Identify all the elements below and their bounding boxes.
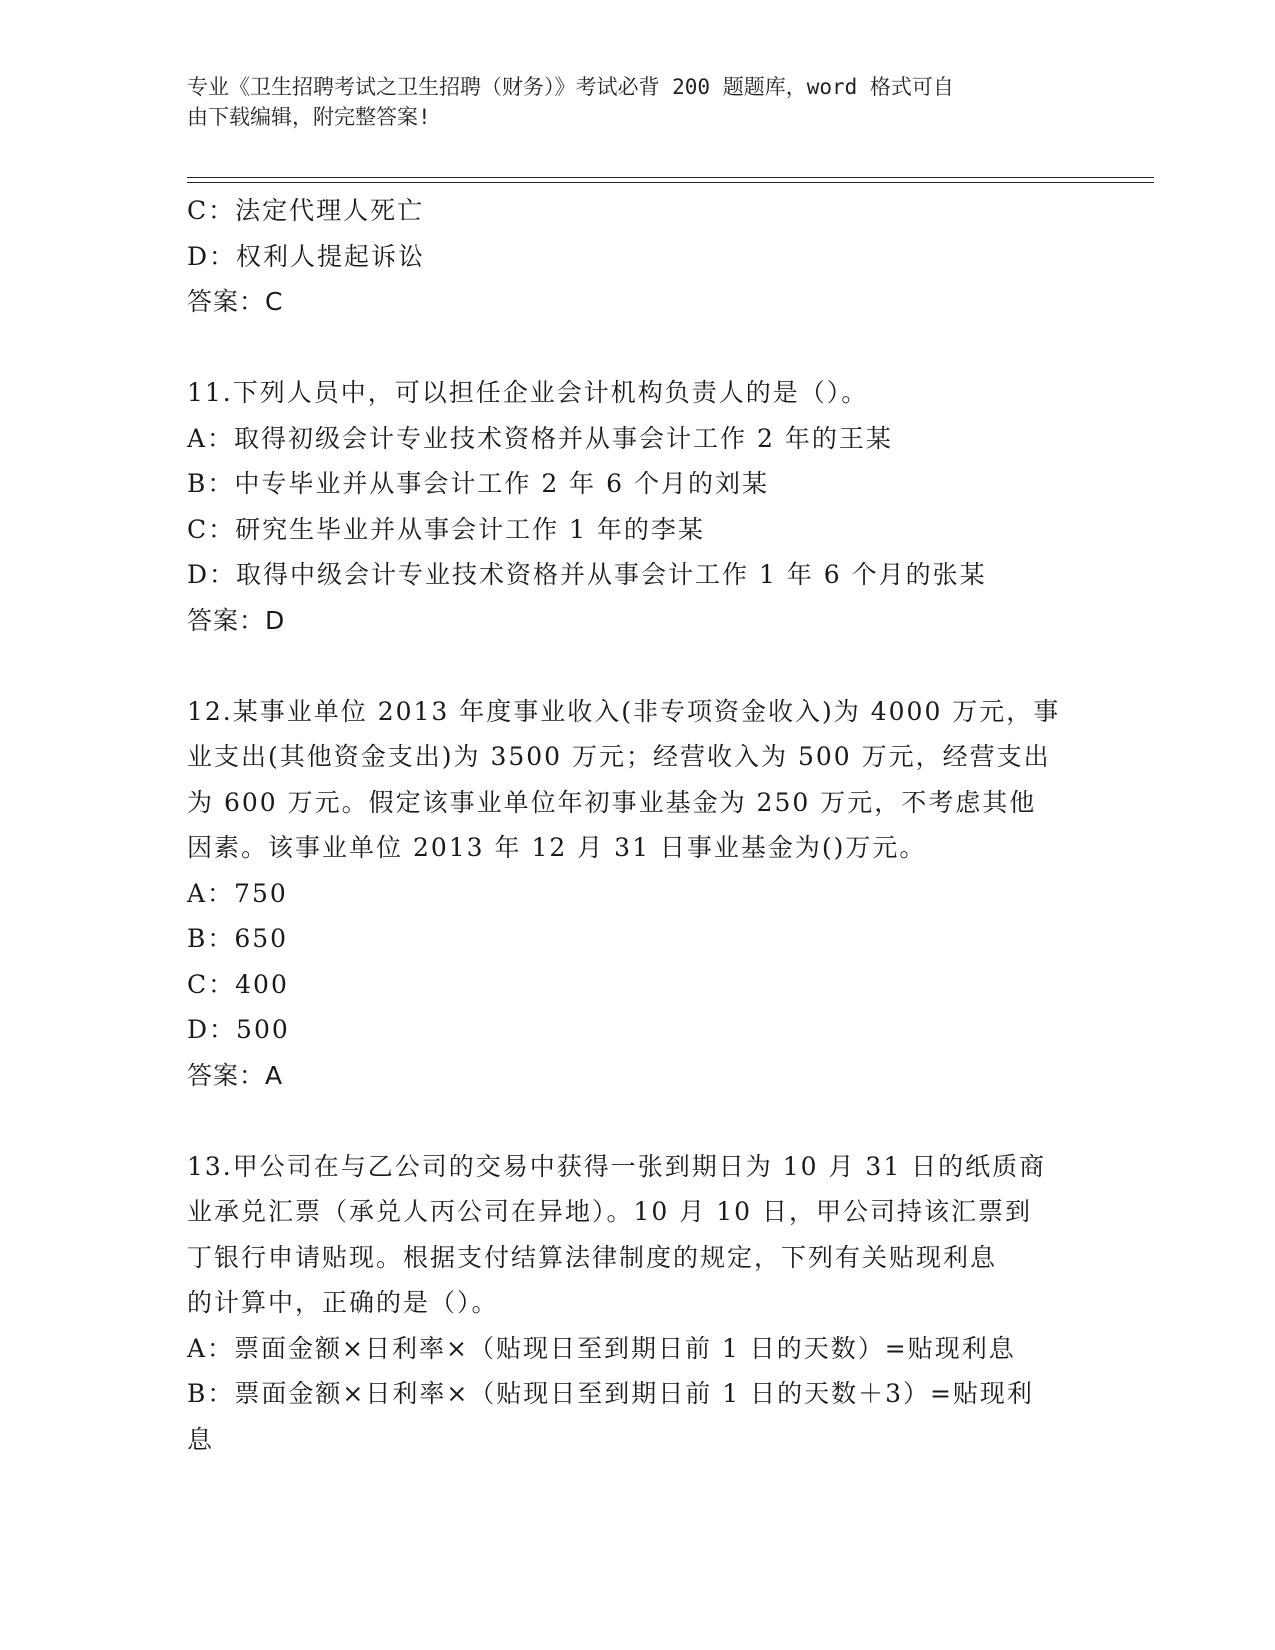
q12-option-d: D：500 [187, 1015, 290, 1044]
q12-answer: 答案：A [187, 1060, 284, 1090]
spacer [187, 1098, 1087, 1144]
q13-stem-line-2: 业承兑汇票（承兑人丙公司在异地）。10 月 10 日，甲公司持该汇票到 [187, 1197, 1032, 1226]
q12-stem-line-2: 业支出(其他资金支出)为 3500 万元；经营收入为 500 万元，经营支出 [187, 742, 1051, 771]
q11-option-a: A：取得初级会计专业技术资格并从事会计工作 2 年的王某 [187, 423, 893, 453]
carryover-option-c: C：法定代理人死亡 [187, 196, 425, 225]
header-rule-bottom [187, 182, 1154, 183]
q12-option-a: A：750 [187, 878, 288, 908]
q12-stem-line-1: 12.某事业单位 2013 年度事业收入(非专项资金收入)为 4000 万元，事 [187, 696, 1061, 726]
spacer [187, 325, 1087, 371]
q12-stem-line-4: 因素。该事业单位 2013 年 12 月 31 日事业基金为()万元。 [187, 833, 927, 862]
q13-option-b-line-2: 息 [187, 1424, 215, 1454]
spacer [187, 643, 1087, 689]
carryover-answer: 答案：C [187, 287, 284, 316]
q11-option-d: D：取得中级会计专业技术资格并从事会计工作 1 年 6 个月的张某 [187, 560, 987, 589]
q13-option-b-line-1: B：票面金额×日利率×（贴现日至到期日前 1 日的天数＋3）=贴现利 [187, 1379, 1034, 1408]
q13-stem-line-4: 的计算中，正确的是（）。 [187, 1288, 499, 1317]
q11-stem: 11.下列人员中，可以担任企业会计机构负责人的是（）。 [187, 378, 869, 407]
q12-option-b: B：650 [187, 924, 289, 953]
header-rule-top [187, 177, 1154, 178]
header-line-2: 由下载编辑，附完整答案! [187, 105, 431, 129]
q12-stem-line-3: 为 600 万元。假定该事业单位年初事业基金为 250 万元，不考虑其他 [187, 787, 1037, 817]
q11-option-c: C：研究生毕业并从事会计工作 1 年的李某 [187, 514, 705, 544]
q13-stem-line-1: 13.甲公司在与乙公司的交易中获得一张到期日为 10 月 31 日的纸质商 [187, 1151, 1047, 1181]
question-content [187, 188, 1087, 1462]
carryover-option-d: D：权利人提起诉讼 [187, 241, 426, 271]
header-line-1: 专业《卫生招聘考试之卫生招聘（财务）》考试必背 200 题题库，word 格式可自 [187, 75, 954, 99]
q11-answer: 答案：D [187, 605, 286, 635]
q12-option-c: C：400 [187, 969, 289, 999]
q13-option-a: A：票面金额×日利率×（贴现日至到期日前 1 日的天数）=贴现利息 [187, 1333, 1016, 1363]
q11-option-b: B：中专毕业并从事会计工作 2 年 6 个月的刘某 [187, 469, 769, 498]
document-header [187, 72, 1067, 132]
q13-stem-line-3: 丁银行申请贴现。根据支付结算法律制度的规定，下列有关贴现利息 [187, 1242, 998, 1272]
